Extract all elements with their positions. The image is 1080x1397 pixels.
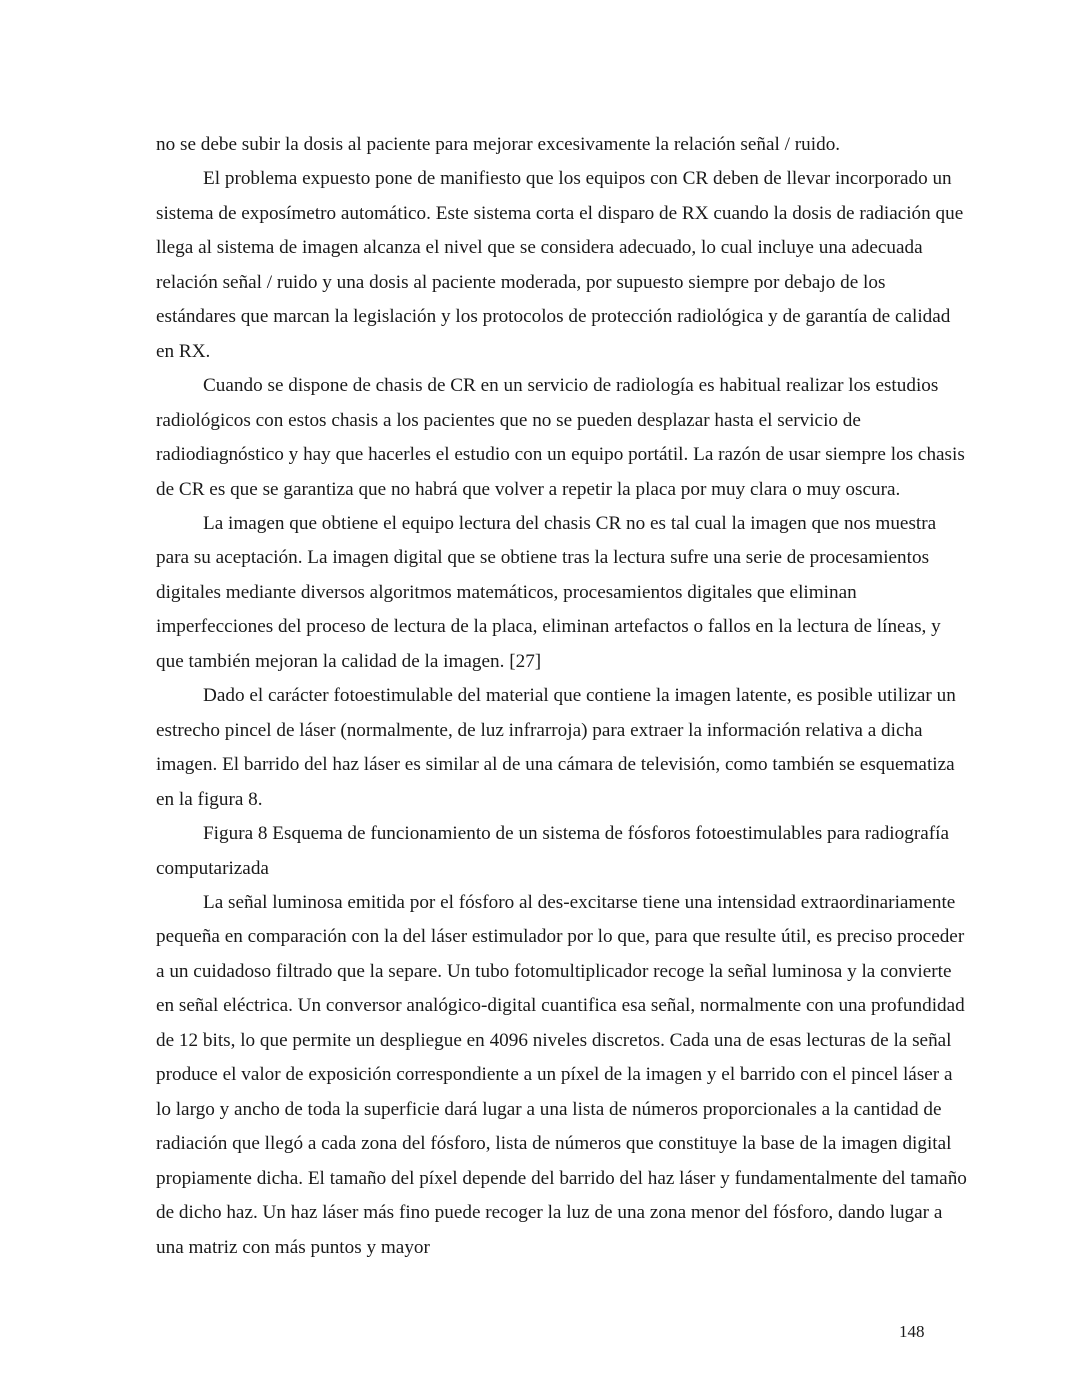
paragraph-continuation: no se debe subir la dosis al paciente para mejorar excesivamente la relación señal / ruido. [156,134,841,155]
body-text [156,128,968,1265]
paragraph-procesamiento: La imagen que obtiene el equipo lectura del chasis CR no es tal cual la imagen que nos muestra para su aceptación. La imagen digital que se obtiene tras la lectura sufre una serie de procesamientos digitales mediante diversos algoritmos matemáticos, procesamientos digitales que eliminan imperfecciones del proceso de lectura de la placa, eliminan artefactos o fallos en la lectura de líneas, y que también mejoran la calidad de la imagen. [27] [156,512,941,672]
page-number: 148 [899,1322,925,1341]
paragraph-exposimetro: El problema expuesto pone de manifiesto que los equipos con CR deben de llevar incorporado un sistema de exposímetro automático. Este sistema corta el disparo de RX cuando la dosis de radiación que llega al sistema de imagen alcanza el nivel que se considera adecuado, lo cual incluye una adecuada relación señal / ruido y una dosis al paciente moderada, por supuesto siempre por debajo de los estándares que marcan la legislación y los protocolos de protección radiológica y de garantía de calidad en RX. [156,168,964,362]
figure-caption: Figura 8 Esquema de funcionamiento de un sistema de fósforos fotoestimulables para radiografía computarizada [156,823,949,879]
paragraph-senal-luminosa: La señal luminosa emitida por el fósforo al des-excitarse tiene una intensidad extraordinariamente pequeña en comparación con la del láser estimulador por lo que, para que resulte útil, es preciso proceder a un cuidadoso filtrado que la separe. Un tubo fotomultiplicador recoge la señal luminosa y la convierte en señal eléctrica. Un conversor analógico-digital cuantifica esa señal, normalmente con una profundidad de 12 bits, lo que permite un despliegue en 4096 niveles discretos. Cada una de esas lecturas de la señal produce el valor de exposición correspondiente a un píxel de la imagen y el barrido con el pincel láser a lo largo y ancho de toda la superficie dará lugar a una lista de números proporcionales a la cantidad de radiación que llegó a cada zona del fósforo, lista de números que constituye la base de la imagen digital propiamente dicha. El tamaño del píxel depende del barrido del haz láser y fundamentalmente del tamaño de dicho haz. Un haz láser más fino puede recoger la luz de una zona menor del fósforo, dando lugar a una matriz con más puntos y mayor [156,891,967,1258]
paragraph-laser: Dado el carácter fotoestimulable del material que contiene la imagen latente, es posible utilizar un estrecho pincel de láser (normalmente, de luz infrarroja) para extraer la información relativa a dicha imagen. El barrido del haz láser es similar al de una cámara de televisión, como también se esquematiza en la figura 8. [156,685,956,810]
paragraph-chasis-portatil: Cuando se dispone de chasis de CR en un servicio de radiología es habitual realizar los estudios radiológicos con estos chasis a los pacientes que no se pueden desplazar hasta el servicio de radiodiagnóstico y hay que hacerles el estudio con un equipo portátil. La razón de usar siempre los chasis de CR es que se garantiza que no habrá que volver a repetir la placa por muy clara o muy oscura. [156,375,965,500]
